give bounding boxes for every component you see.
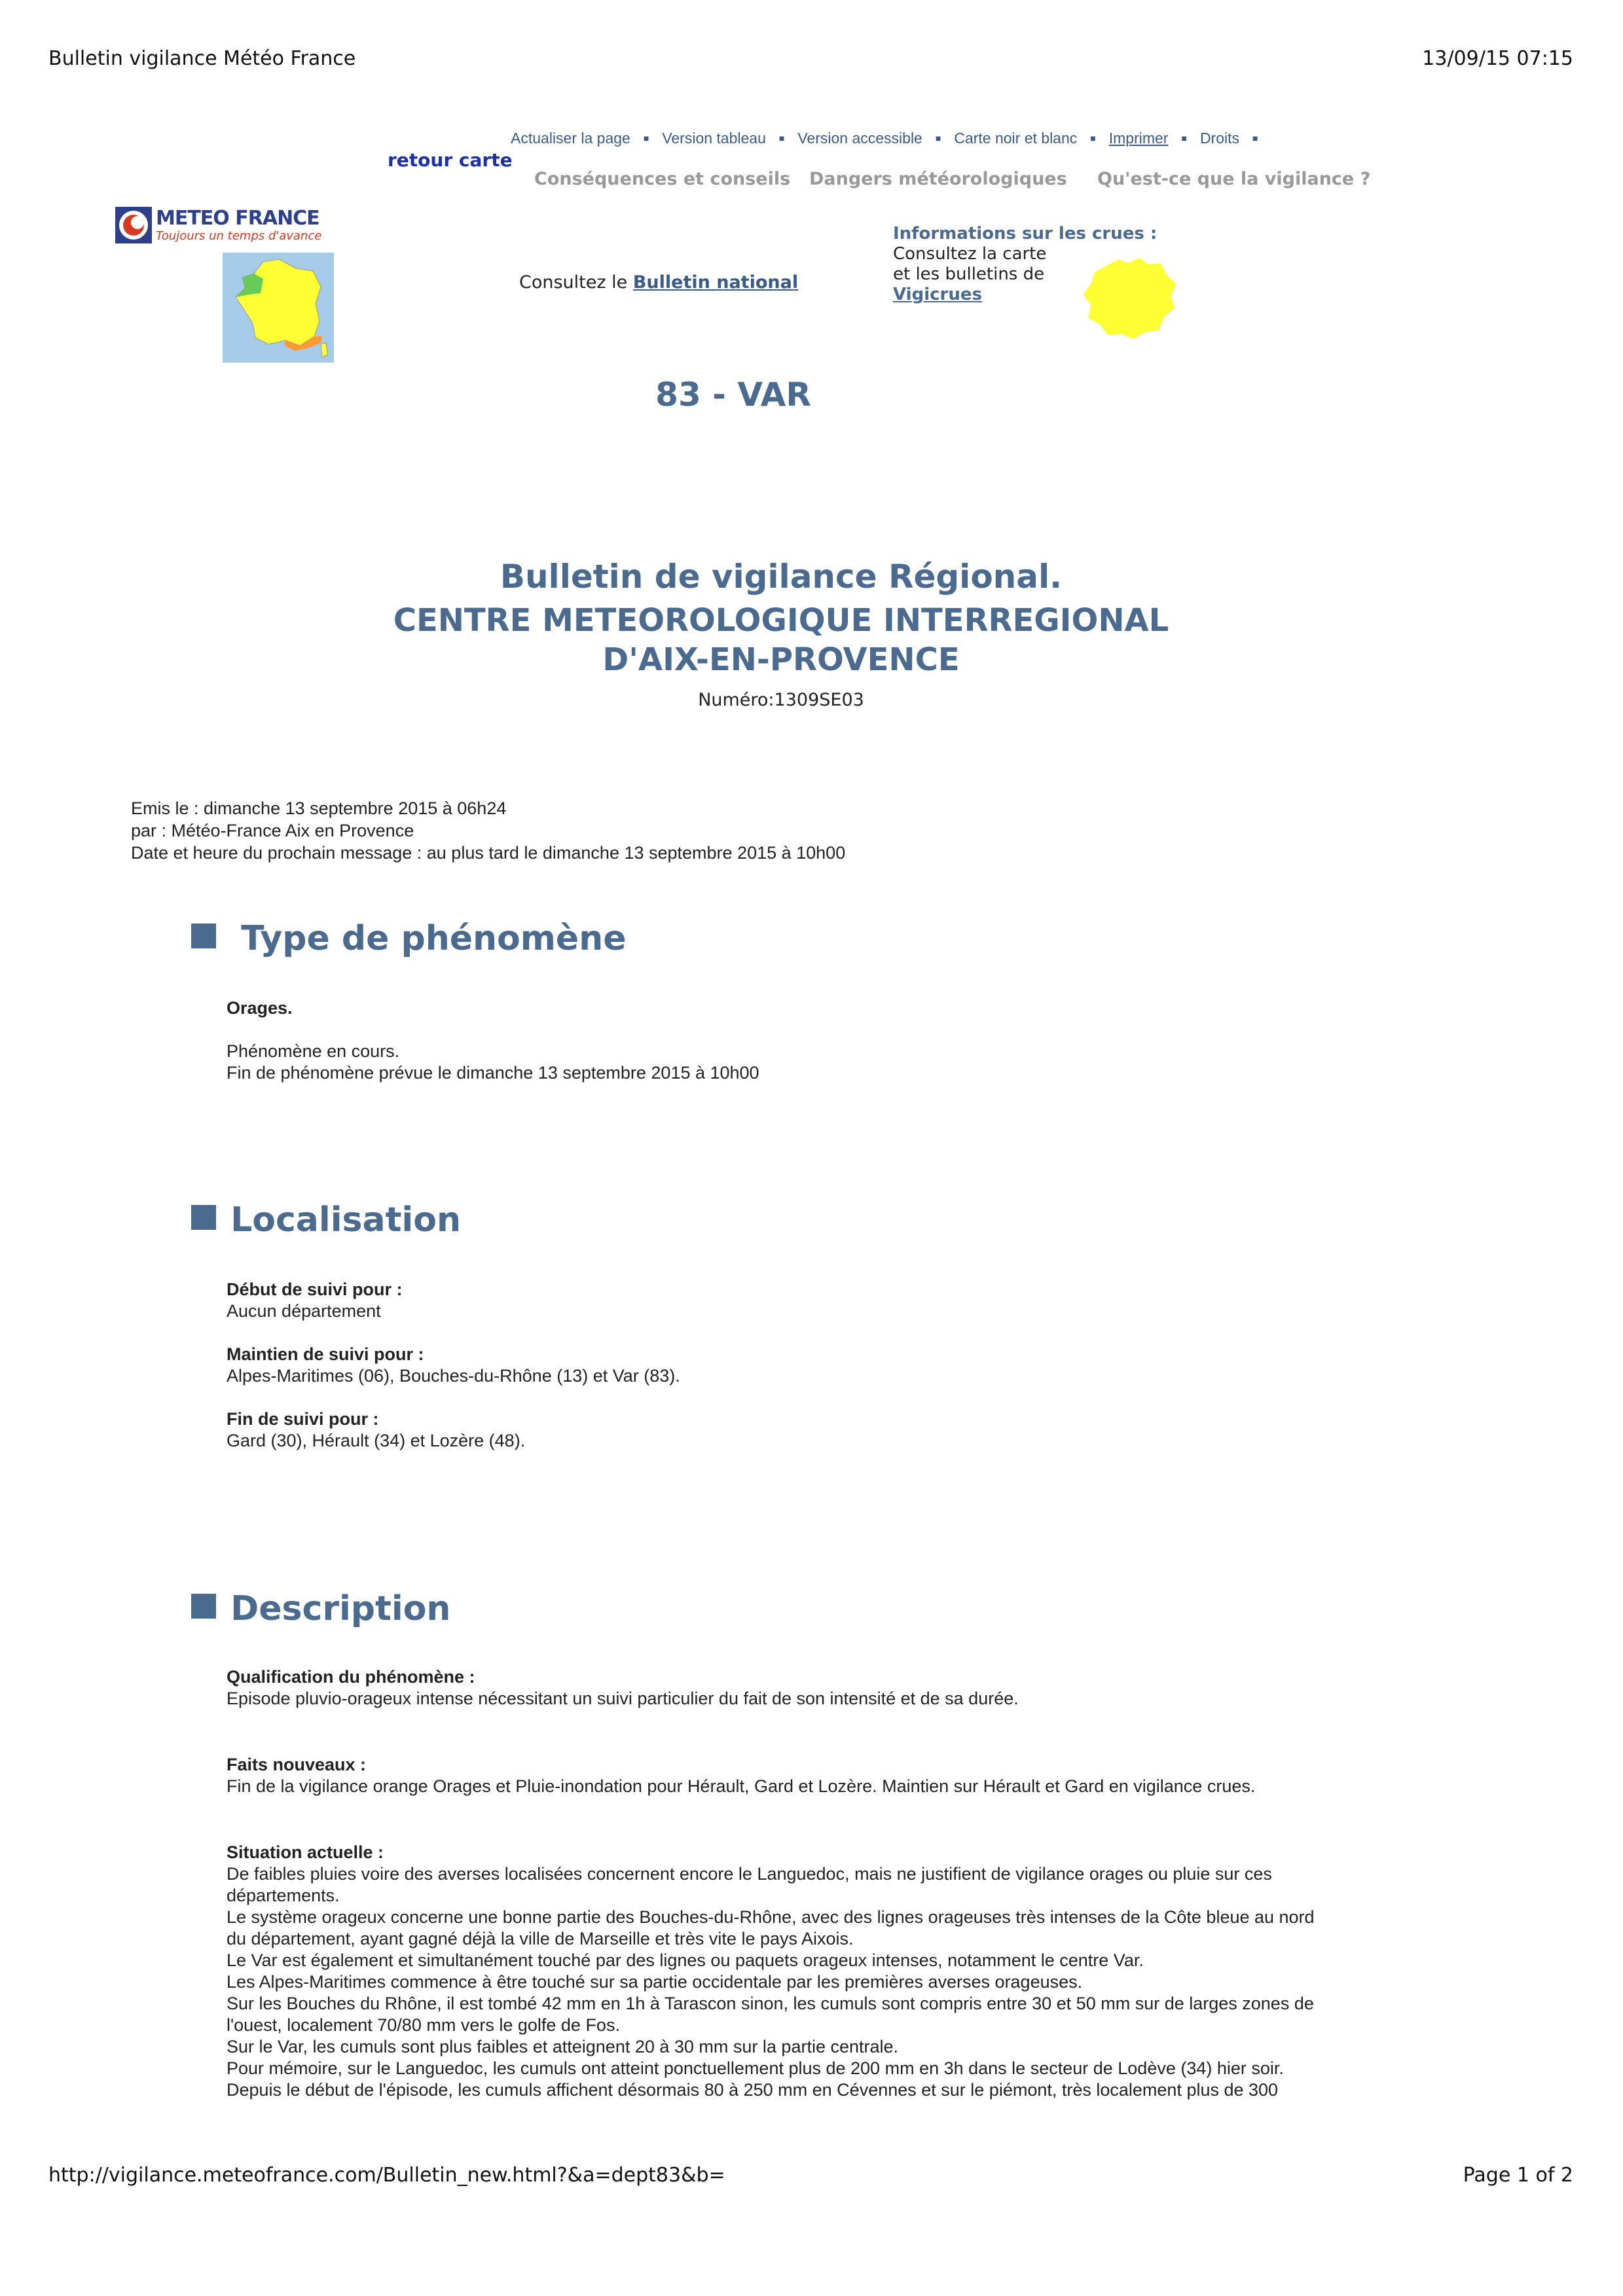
phenomene-end: Fin de phénomène prévue le dimanche 13 septembre 2015 à 10h00	[227, 1063, 759, 1083]
situation-line: De faibles pluies voire des averses localisées concernent encore le Languedoc, mais ne justifient de vigilance orages ou pluie sur ces	[227, 1864, 1272, 1884]
qualification-block	[227, 1666, 1405, 1710]
nav-dangers-link[interactable]: Dangers météorologiques	[809, 169, 1067, 189]
vigicrues-map-icon	[1080, 254, 1178, 340]
vigicrues-map[interactable]	[1080, 254, 1178, 340]
print-footer-url: http://vigilance.meteofrance.com/Bulletin_new.html?&a=dept83&b=	[48, 2164, 725, 2187]
localisation-block	[227, 1279, 680, 1452]
nav-consequences-link[interactable]: Conséquences et conseils	[534, 169, 791, 189]
retour-carte-link[interactable]: retour carte	[388, 149, 513, 171]
faits-value: Fin de la vigilance orange Orages et Pluie-inondation pour Hérault, Gard et Lozère. Maintien sur Hérault et Gard en vigilance crues.	[227, 1776, 1256, 1796]
situation-line: Sur les Bouches du Rhône, il est tombé 42 mm en 1h à Tarascon sinon, les cumuls sont compris entre 30 et 50 mm sur de larges zones de	[227, 1994, 1314, 2013]
nav-table-version-link[interactable]: Version tableau	[662, 130, 766, 147]
nav-vigilance-info-link[interactable]: Qu'est-ce que la vigilance ?	[1097, 169, 1371, 189]
phenomene-heading	[191, 919, 627, 958]
nav-print-link[interactable]: Imprimer	[1108, 130, 1169, 147]
localisation-heading	[191, 1200, 461, 1240]
crues-line-1: Consultez la carte	[893, 244, 1047, 264]
debut-value: Aucun département	[227, 1301, 381, 1321]
nav-accessible-version-link[interactable]: Version accessible	[797, 130, 922, 147]
situation-line: Le système orageux concerne une bonne partie des Bouches-du-Rhône, avec des lignes orageuses très intenses de la Côte bleue au nord	[227, 1907, 1315, 1927]
logo-title: METEO FRANCE	[156, 207, 319, 230]
phenomene-type: Orages.	[227, 998, 293, 1018]
bulletin-title: Bulletin de vigilance Régional.	[500, 558, 1063, 596]
fin-value: Gard (30), Hérault (34) et Lozère (48).	[227, 1431, 526, 1450]
nav-separator-icon: ■	[935, 133, 941, 143]
emission-by: par : Météo-France Aix en Provence	[131, 821, 414, 840]
situation-label: Situation actuelle :	[227, 1842, 384, 1862]
print-footer-page: Page 1 of 2	[1463, 2164, 1573, 2187]
national-bulletin-prefix: Consultez le	[519, 272, 628, 293]
print-header-datetime: 13/09/15 07:15	[1422, 47, 1573, 70]
section-square-icon	[191, 924, 216, 948]
next-message-date: Date et heure du prochain message : au plus tard le dimanche 13 septembre 2015 à 10h00	[131, 843, 846, 863]
france-map-icon	[223, 253, 334, 363]
crues-title: Informations sur les crues :	[893, 224, 1158, 243]
faits-label: Faits nouveaux :	[227, 1755, 367, 1774]
nav-separator-icon: ■	[1181, 133, 1187, 143]
situation-block	[227, 1842, 1405, 2101]
bulletin-center-line-2: D'AIX-EN-PROVENCE	[602, 641, 960, 678]
bulletin-numero: Numéro:1309SE03	[698, 690, 864, 710]
situation-line: Depuis le début de l'épisode, les cumuls affichent désormais 80 à 250 mm en Cévennes et sur le piémont, très localement plus de 300	[227, 2080, 1279, 2100]
national-bulletin-prompt	[519, 272, 798, 293]
national-bulletin-link[interactable]: Bulletin national	[632, 272, 799, 293]
situation-line: du département, ayant gagné déjà la ville de Marseille et très vite le pays Aixois.	[227, 1929, 854, 1948]
phenomene-heading-text: Type de phénomène	[241, 919, 627, 958]
description-heading-text: Description	[230, 1589, 451, 1628]
description-heading	[191, 1589, 450, 1628]
situation-line: Sur le Var, les cumuls sont plus faibles et atteignent 20 à 30 mm sur la partie centrale.	[227, 2037, 899, 2056]
meteo-france-emblem-icon	[115, 207, 152, 243]
logo-tagline: Toujours un temps d'avance	[156, 229, 322, 243]
nav-separator-icon: ■	[1090, 133, 1096, 143]
faits-block	[227, 1754, 1405, 1797]
phenomene-status: Phénomène en cours.	[227, 1041, 400, 1061]
situation-line: Pour mémoire, sur le Languedoc, les cumuls ont atteint ponctuellement plus de 200 mm en 3h dans le secteur de Lodève (34) hier soir.	[227, 2058, 1284, 2078]
vigicrues-link[interactable]: Vigicrues	[893, 285, 982, 304]
department-title: 83 - VAR	[655, 376, 811, 414]
section-square-icon	[191, 1205, 216, 1230]
bulletin-center-line-1: CENTRE METEOROLOGIQUE INTERREGIONAL	[393, 602, 1169, 639]
situation-line: l'ouest, localement 70/80 mm vers le golfe de Fos.	[227, 2015, 620, 2035]
emission-info	[131, 797, 845, 864]
nav-separator-icon: ■	[778, 133, 785, 143]
nav-separator-icon: ■	[643, 133, 649, 143]
debut-label: Début de suivi pour :	[227, 1280, 403, 1299]
nav-refresh-link[interactable]: Actualiser la page	[511, 130, 630, 147]
nav-separator-icon: ■	[1252, 133, 1258, 143]
qualification-value: Episode pluvio-orageux intense nécessitant un suivi particulier du fait de son intensité et de sa durée.	[227, 1689, 1019, 1708]
maintien-value: Alpes-Maritimes (06), Bouches-du-Rhône (13) et Var (83).	[227, 1366, 680, 1386]
section-square-icon	[191, 1594, 216, 1619]
qualification-label: Qualification du phénomène :	[227, 1667, 475, 1687]
emission-date: Emis le : dimanche 13 septembre 2015 à 06h24	[131, 798, 507, 818]
nav-bw-map-link[interactable]: Carte noir et blanc	[954, 130, 1078, 147]
nav-rights-link[interactable]: Droits	[1199, 130, 1239, 147]
situation-line: Les Alpes-Maritimes commence à être touché sur sa partie occidentale par les premières averses orageuses.	[227, 1972, 1083, 1992]
maintien-label: Maintien de suivi pour :	[227, 1344, 424, 1364]
france-vigilance-map[interactable]	[223, 253, 334, 363]
top-nav	[511, 130, 1271, 147]
localisation-heading-text: Localisation	[230, 1200, 461, 1240]
phenomene-block	[227, 997, 759, 1084]
meteo-france-logo[interactable]	[115, 206, 334, 246]
situation-line: départements.	[227, 1886, 340, 1905]
situation-line: Le Var est également et simultanément touché par des lignes ou paquets orageux intenses, notamment le centre Var.	[227, 1950, 1144, 1970]
crues-line-2: et les bulletins de	[893, 264, 1045, 284]
print-header-title: Bulletin vigilance Météo France	[48, 47, 356, 70]
fin-label: Fin de suivi pour :	[227, 1409, 379, 1429]
